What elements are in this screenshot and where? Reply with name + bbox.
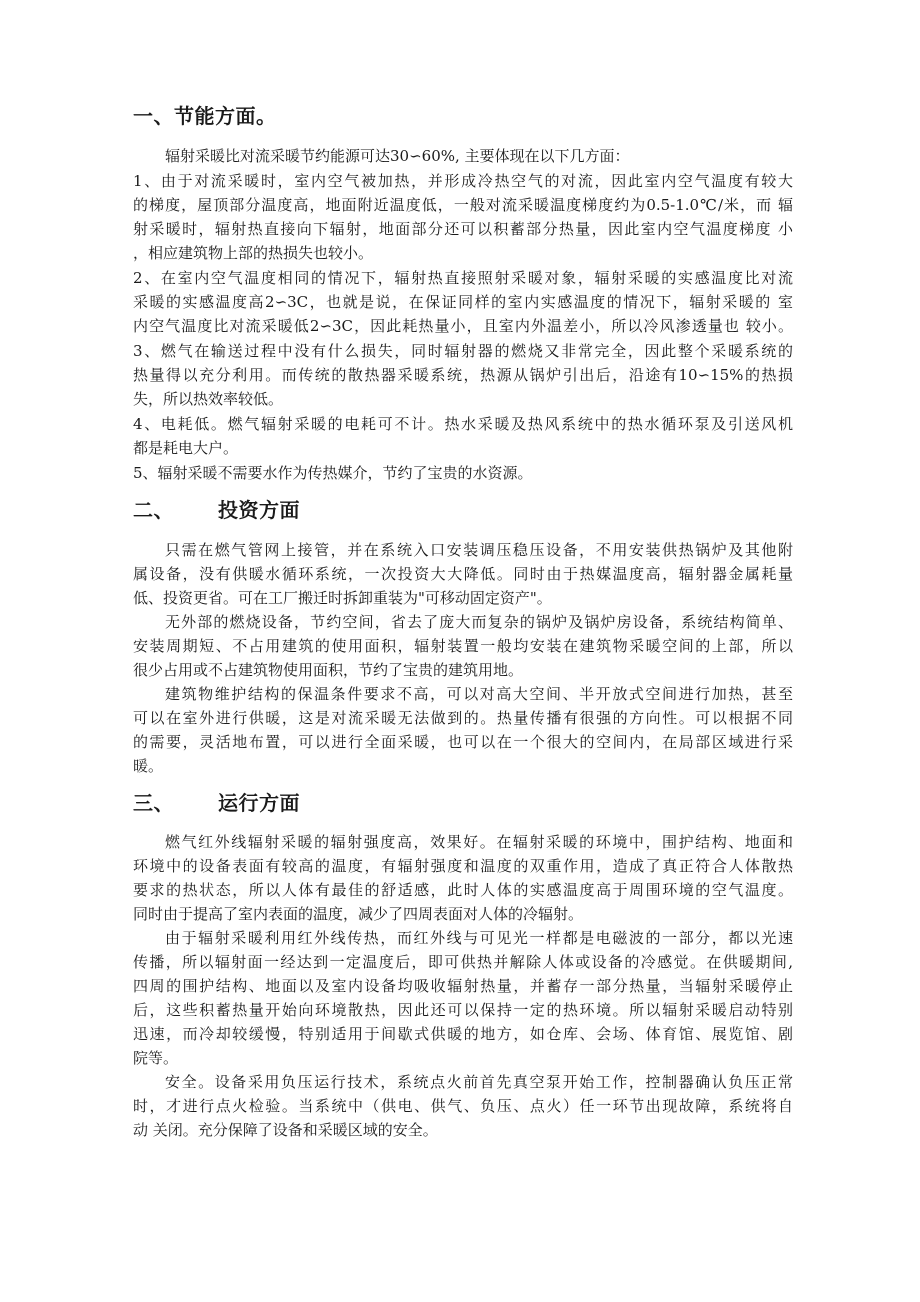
paragraph-line: 四周的围护结构、地面以及室内设备均吸收辐射热量，并蓄存一部分热量，当辐射采暖停止	[133, 977, 793, 995]
paragraph-line: 辐射采暖比对流采暖节约能源可达30∽60%, 主要体现在以下几方面：	[165, 147, 630, 165]
paragraph-line: 燃气红外线辐射采暖的辐射强度高，效果好。在辐射采暖的环境中，围护结构、地面和	[165, 833, 793, 851]
paragraph-line: 采暖的实感温度高2∽3C，也就是说，在保证同样的室内实感温度的情况下，辐射采暖的 室	[133, 293, 793, 311]
paragraph-line: 只需在燃气管网上接管，并在系统入口安装调压稳压设备，不用安装供热锅炉及其他附	[165, 541, 793, 559]
paragraph-line: 时，才进行点火检验。当系统中（供电、供气、负压、点火）任一环节出现故障，系统将自	[133, 1097, 793, 1115]
paragraph-line: 1、由于对流采暖时，室内空气被加热，并形成冷热空气的对流，因此室内空气温度有较大	[133, 172, 793, 190]
paragraph-line: 3、燃气在输送过程中没有什么损失，同时辐射器的燃烧又非常完全，因此整个采暖系统的	[133, 342, 793, 360]
paragraph-line: ，相应建筑物上部的热损失也较小。	[133, 244, 374, 262]
section-heading-operation	[133, 787, 300, 816]
paragraph-line: 传播，所以辐射面一经达到一定温度后，即可供热并解除人体或设备的冷感觉。在供暖期间,	[133, 953, 793, 971]
paragraph-line: 暖。	[133, 757, 164, 775]
paragraph-line: 可以在室外进行供暖，这是对流采暖无法做到的。热量传播有很强的方向性。可以根据不同	[133, 709, 793, 727]
section-number: 二、	[133, 498, 174, 522]
paragraph-line: 很少占用或不占建筑物使用面积，节约了宝贵的建筑用地。	[133, 661, 524, 679]
paragraph-line: 要求的热状态，所以人体有最佳的舒适感，此时人体的实感温度高于周围环境的空气温度。	[133, 881, 793, 899]
section-title: 运行方面	[218, 791, 300, 815]
paragraph-line: 迅速，而冷却较缓慢，特别适用于间歇式供暖的地方，如仓库、会场、体育馆、展览馆、剧	[133, 1025, 793, 1043]
paragraph-line: 都是耗电大户。	[133, 439, 239, 457]
paragraph-line: 5、辐射采暖不需要水作为传热媒介，节约了宝贵的水资源。	[133, 464, 533, 482]
paragraph-line: 4、电耗低。燃气辐射采暖的电耗可不计。热水采暖及热风系统中的热水循环泵及引送风机	[133, 415, 793, 433]
paragraph-line: 内空气温度比对流采暖低2∽3C，因此耗热量小，且室内外温差小，所以冷风渗透量也 较小。	[133, 317, 793, 335]
paragraph-line: 后，这些积蓄热量开始向环境散热，因此还可以保持一定的热环境。所以辐射采暖启动特别	[133, 1001, 793, 1019]
paragraph-line: 同时由于提高了室内表面的温度，减少了四周表面对人体的冷辐射。	[133, 905, 584, 923]
paragraph-line: 建筑物维护结构的保温条件要求不高，可以对高大空间、半开放式空间进行加热，甚至	[165, 685, 793, 703]
section-title: 投资方面	[218, 498, 300, 522]
paragraph-line: 热量得以充分利用。而传统的散热器采暖系统，热源从锅炉引出后，沿途有10∽15%的热损	[133, 366, 793, 384]
paragraph-line: 院等。	[133, 1049, 179, 1067]
paragraph-line: 动 关闭。充分保障了设备和采暖区域的安全。	[133, 1121, 438, 1139]
section-heading-energy: 一、节能方面。	[133, 104, 277, 128]
paragraph-line: 安全。设备采用负压运行技术，系统点火前首先真空泵开始工作，控制器确认负压正常	[165, 1073, 793, 1091]
paragraph-line: 低、投资更省。可在工厂搬迁时拆卸重装为"可移动固定资产"。	[133, 589, 552, 607]
paragraph-line: 安装周期短、不占用建筑的使用面积，辐射装置一般均安装在建筑物采暖空间的上部，所以	[133, 637, 793, 655]
section-heading-investment	[133, 494, 300, 523]
paragraph-line: 的梯度，屋顶部分温度高，地面附近温度低，一般对流采暖温度梯度约为0.5-1.0℃/米，而 辐	[133, 196, 793, 214]
paragraph-line: 失，所以热效率较低。	[133, 390, 284, 408]
paragraph-line: 射采暖时，辐射热直接向下辐射，地面部分还可以积蓄部分热量，因此室内空气温度梯度 小	[133, 220, 793, 238]
paragraph-line: 属设备，没有供暖水循环系统，一次投资大大降低。同时由于热媒温度高，辐射器金属耗量	[133, 565, 793, 583]
paragraph-line: 的需要，灵活地布置，可以进行全面采暖，也可以在一个很大的空间内，在局部区域进行采	[133, 733, 793, 751]
paragraph-line: 无外部的燃烧设备，节约空间，省去了庞大而复杂的锅炉及锅炉房设备，系统结构简单、	[165, 613, 793, 631]
paragraph-line: 由于辐射采暖利用红外线传热，而红外线与可见光一样都是电磁波的一部分，都以光速	[165, 929, 793, 947]
paragraph-line: 环境中的设备表面有较高的温度，有辐射强度和温度的双重作用，造成了真正符合人体散热	[133, 857, 793, 875]
section-number: 三、	[133, 791, 174, 815]
paragraph-line: 2、在室内空气温度相同的情况下，辐射热直接照射采暖对象，辐射采暖的实感温度比对流	[133, 269, 793, 287]
